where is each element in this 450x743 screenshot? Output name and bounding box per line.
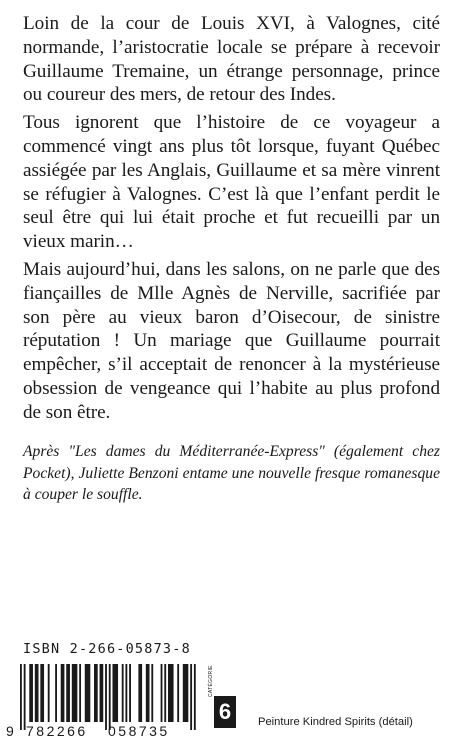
barcode-bar [79,664,81,722]
barcode-bar [24,664,26,730]
blurb-paragraph-2: Tous ignorent que l’histoire de ce voyageur a commencé vingt ans plus tôt lorsque, fuyant Québec assiégée par les Anglais, Guillaume et sa mère vinrent se réfugier à Valognes. C’est là que l’enfant perdit le seul être qui lui était proche et fut recueilli par un vieux marin… [23,112,440,253]
blurb-paragraph-3: Mais aujourd’hui, dans les salons, on ne parle que des fiançailles de Mlle Agnès de Nerville, sacrifiée par son père au vieux baron d’Oisecour, de sinistre réputation ! Un mariage que Guillaume pourrait empêcher, s’il acceptait de renoncer à la mystérieuse obsession de vengeance qui l’habite au plus profond de son être. [23,258,440,423]
barcode-bar [113,664,119,722]
barcode-bar [48,664,50,722]
barcode-digits-left: 782266 [26,723,88,739]
barcode-bar [177,664,179,722]
barcode-bar [151,664,153,722]
barcode-digits-right: 058735 [108,723,170,739]
barcode-bar [55,664,57,722]
barcode-bar [72,664,78,722]
barcode-bar [125,664,127,722]
barcode-bar [100,664,104,722]
barcode-bar [161,664,163,722]
barcode-bar [122,664,124,722]
barcode-bar [61,664,65,722]
barcode-bar [138,664,142,722]
barcode-bar [94,664,98,722]
barcode-bar [85,664,91,722]
barcode-bar [190,664,192,730]
category-badge: 6 [214,696,236,728]
barcode-bar [40,664,44,722]
barcode-bar [168,664,174,722]
barcode-bar [194,664,196,730]
blurb-paragraph-1: Loin de la cour de Louis XVI, à Valognes, cité normande, l’aristocratie locale se prépare à recevoir Guillaume Tremaine, un étrange personnage, prince ou coureur des mers, de retour des Indes. [23,13,440,106]
barcode-bar [183,664,189,722]
barcode-bar [109,664,111,730]
barcode-bar [164,664,166,722]
barcode-bar [105,664,107,730]
barcode-bar [35,664,39,722]
barcode-bar [146,664,150,722]
category-label: CATÉGORIE [208,665,214,697]
author-note: Après "Les dames du Méditerranée-Express" (également chez Pocket), Juliette Benzoni entame une nouvelle fresque romanesque à couper le souffle. [23,443,440,503]
barcode-bar [20,664,22,730]
barcode [4,660,199,740]
back-cover-blurb [23,12,440,429]
barcode-bar [129,664,131,722]
barcode-bar [66,664,70,722]
cover-credit: Peinture Kindred Spirits (détail) [258,716,413,728]
barcode-digit-first: 9 [6,723,14,739]
barcode-bars [20,664,196,730]
isbn-number: ISBN 2-266-05873-8 [23,641,191,657]
barcode-bar [29,664,33,722]
